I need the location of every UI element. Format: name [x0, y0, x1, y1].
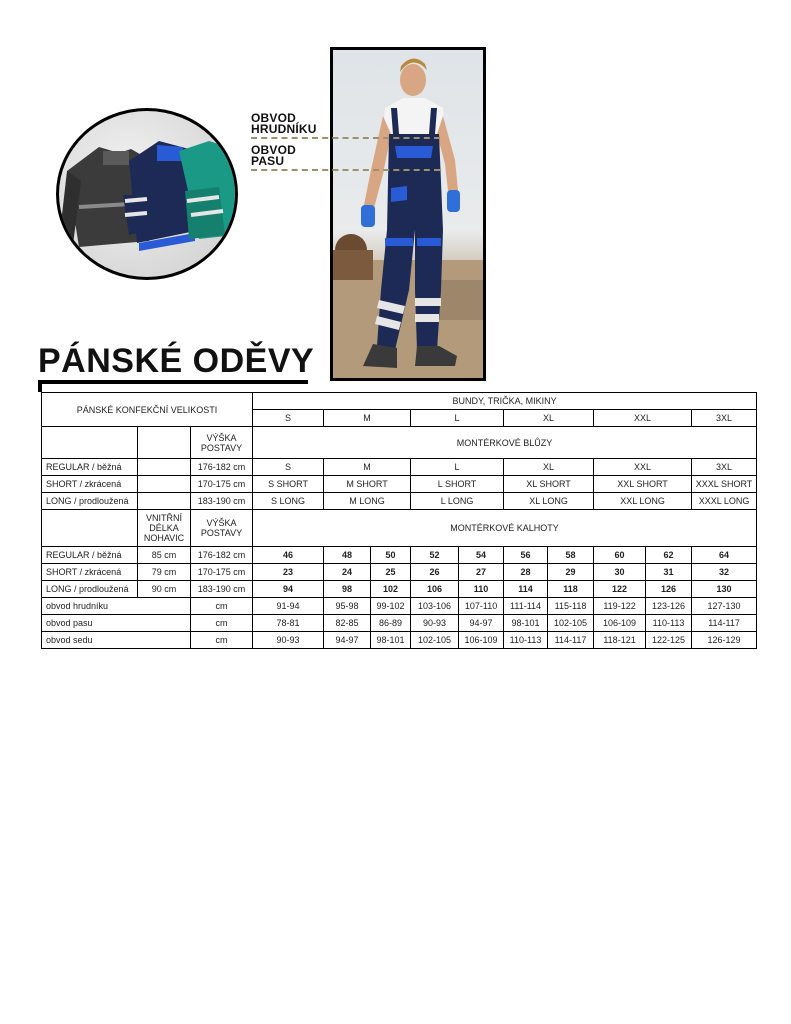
trouser-size: 118: [548, 581, 594, 598]
measure-value: 114-117: [692, 615, 757, 632]
trouser-size: 94: [253, 581, 324, 598]
measure-value: 123-126: [646, 598, 692, 615]
trouser-height: 183-190 cm: [191, 581, 253, 598]
top-size: L: [411, 410, 504, 427]
trouser-size: 46: [253, 547, 324, 564]
trouser-size: 122: [594, 581, 646, 598]
measure-label: obvod sedu: [42, 632, 191, 649]
measure-value: 111-114: [504, 598, 548, 615]
measure-value: 126-129: [692, 632, 757, 649]
jackets-header: MONTÉRKOVÉ BLŮZY: [253, 427, 757, 459]
jacket-size: XXXL SHORT: [692, 476, 757, 493]
jacket-size: XXL SHORT: [594, 476, 692, 493]
measure-value: 86-89: [371, 615, 411, 632]
measure-value: 98-101: [371, 632, 411, 649]
trouser-size: 29: [548, 564, 594, 581]
height-header: VÝŠKA POSTAVY: [191, 427, 253, 459]
measure-value: 119-122: [594, 598, 646, 615]
measure-value: 122-125: [646, 632, 692, 649]
measure-value: 99-102: [371, 598, 411, 615]
trouser-size: 30: [594, 564, 646, 581]
measure-value: 114-117: [548, 632, 594, 649]
model-photo: [330, 47, 486, 381]
trouser-size: 23: [253, 564, 324, 581]
waist-label: [251, 145, 296, 167]
measure-value: 95-98: [324, 598, 371, 615]
jacket-size: M SHORT: [324, 476, 411, 493]
empty-cell: [42, 427, 138, 459]
chest-dashed-line: [251, 137, 440, 139]
trouser-size: 58: [548, 547, 594, 564]
trouser-size: 98: [324, 581, 371, 598]
measure-value: 94-97: [459, 615, 504, 632]
measure-value: 106-109: [459, 632, 504, 649]
jacket-size: XXL: [594, 459, 692, 476]
waist-dashed-line: [251, 169, 440, 171]
trouser-size: 32: [692, 564, 757, 581]
measure-value: 78-81: [253, 615, 324, 632]
jacket-size: L LONG: [411, 493, 504, 510]
trouser-size: 54: [459, 547, 504, 564]
measure-value: 106-109: [594, 615, 646, 632]
measure-value: 103-106: [411, 598, 459, 615]
chest-label: [251, 113, 317, 135]
trouser-size: 31: [646, 564, 692, 581]
trouser-size: 26: [411, 564, 459, 581]
trouser-size: 110: [459, 581, 504, 598]
chest-label-line2: HRUDNÍKU: [251, 122, 317, 136]
trouser-size: 114: [504, 581, 548, 598]
measure-value: 115-118: [548, 598, 594, 615]
waist-label-line1: OBVOD: [251, 143, 297, 157]
top-size: XL: [504, 410, 594, 427]
measure-value: 90-93: [411, 615, 459, 632]
title-underline: [38, 380, 308, 384]
trouser-size: 130: [692, 581, 757, 598]
top-size: XXL: [594, 410, 692, 427]
measure-unit: cm: [191, 632, 253, 649]
measure-unit: cm: [191, 615, 253, 632]
jacket-row-label: REGULAR / běžná: [42, 459, 138, 476]
trouser-size: 24: [324, 564, 371, 581]
jacket-size: M LONG: [324, 493, 411, 510]
top-size: S: [253, 410, 324, 427]
trouser-row-label: REGULAR / běžná: [42, 547, 138, 564]
trouser-size: 60: [594, 547, 646, 564]
empty-cell: [138, 493, 191, 510]
top-size: M: [324, 410, 411, 427]
measure-value: 110-113: [646, 615, 692, 632]
measure-value: 82-85: [324, 615, 371, 632]
jacket-size: L: [411, 459, 504, 476]
empty-cell: [42, 510, 138, 547]
trouser-size: 106: [411, 581, 459, 598]
title-tick: [38, 380, 42, 392]
trouser-size: 50: [371, 547, 411, 564]
measure-value: 98-101: [504, 615, 548, 632]
measure-value: 110-113: [504, 632, 548, 649]
waist-label-line2: PASU: [251, 154, 285, 168]
measure-unit: cm: [191, 598, 253, 615]
trouser-size: 52: [411, 547, 459, 564]
trouser-height: 176-182 cm: [191, 547, 253, 564]
jacket-size: XL LONG: [504, 493, 594, 510]
trouser-size: 56: [504, 547, 548, 564]
jacket-height: 170-175 cm: [191, 476, 253, 493]
trouser-size: 126: [646, 581, 692, 598]
trouser-size: 28: [504, 564, 548, 581]
chest-label-line1: OBVOD: [251, 111, 297, 125]
jacket-height: 183-190 cm: [191, 493, 253, 510]
top-size: 3XL: [692, 410, 757, 427]
jacket-size: XL SHORT: [504, 476, 594, 493]
trouser-inseam: 79 cm: [138, 564, 191, 581]
measure-value: 118-121: [594, 632, 646, 649]
jacket-size: M: [324, 459, 411, 476]
top-header: BUNDY, TRIČKA, MIKINY: [253, 393, 757, 410]
empty-cell: [138, 476, 191, 493]
measure-value: 94-97: [324, 632, 371, 649]
inseam-header: VNITŘNÍ DÉLKA NOHAVIC: [138, 510, 191, 547]
empty-cell: [138, 427, 191, 459]
jacket-size: L SHORT: [411, 476, 504, 493]
trouser-size: 102: [371, 581, 411, 598]
measure-value: 107-110: [459, 598, 504, 615]
measure-value: 127-130: [692, 598, 757, 615]
measure-value: 102-105: [411, 632, 459, 649]
measure-value: 102-105: [548, 615, 594, 632]
measure-value: 91-94: [253, 598, 324, 615]
size-table: [41, 392, 757, 649]
trouser-size: 25: [371, 564, 411, 581]
jacket-size: XL: [504, 459, 594, 476]
jacket-size: S LONG: [253, 493, 324, 510]
trousers-header: MONTÉRKOVÉ KALHOTY: [253, 510, 757, 547]
trouser-size: 64: [692, 547, 757, 564]
measure-label: obvod pasu: [42, 615, 191, 632]
jacket-row-label: SHORT / zkrácená: [42, 476, 138, 493]
jacket-size: S SHORT: [253, 476, 324, 493]
table-corner-cell: PÁNSKÉ KONFEKČNÍ VELIKOSTI: [42, 393, 253, 427]
jacket-row-label: LONG / prodloužená: [42, 493, 138, 510]
page-title: PÁNSKÉ ODĚVY: [38, 342, 315, 380]
height-header: VÝŠKA POSTAVY: [191, 510, 253, 547]
trouser-size: 48: [324, 547, 371, 564]
jacket-size: XXL LONG: [594, 493, 692, 510]
trouser-size: 62: [646, 547, 692, 564]
jacket-size: S: [253, 459, 324, 476]
trouser-inseam: 85 cm: [138, 547, 191, 564]
trouser-height: 170-175 cm: [191, 564, 253, 581]
jackets-photo: [56, 108, 238, 280]
measure-label: obvod hrudníku: [42, 598, 191, 615]
empty-cell: [138, 459, 191, 476]
trouser-row-label: LONG / prodloužená: [42, 581, 138, 598]
trouser-row-label: SHORT / zkrácená: [42, 564, 138, 581]
trouser-inseam: 90 cm: [138, 581, 191, 598]
trouser-size: 27: [459, 564, 504, 581]
jacket-size: 3XL: [692, 459, 757, 476]
jacket-size: XXXL LONG: [692, 493, 757, 510]
jacket-height: 176-182 cm: [191, 459, 253, 476]
measure-value: 90-93: [253, 632, 324, 649]
